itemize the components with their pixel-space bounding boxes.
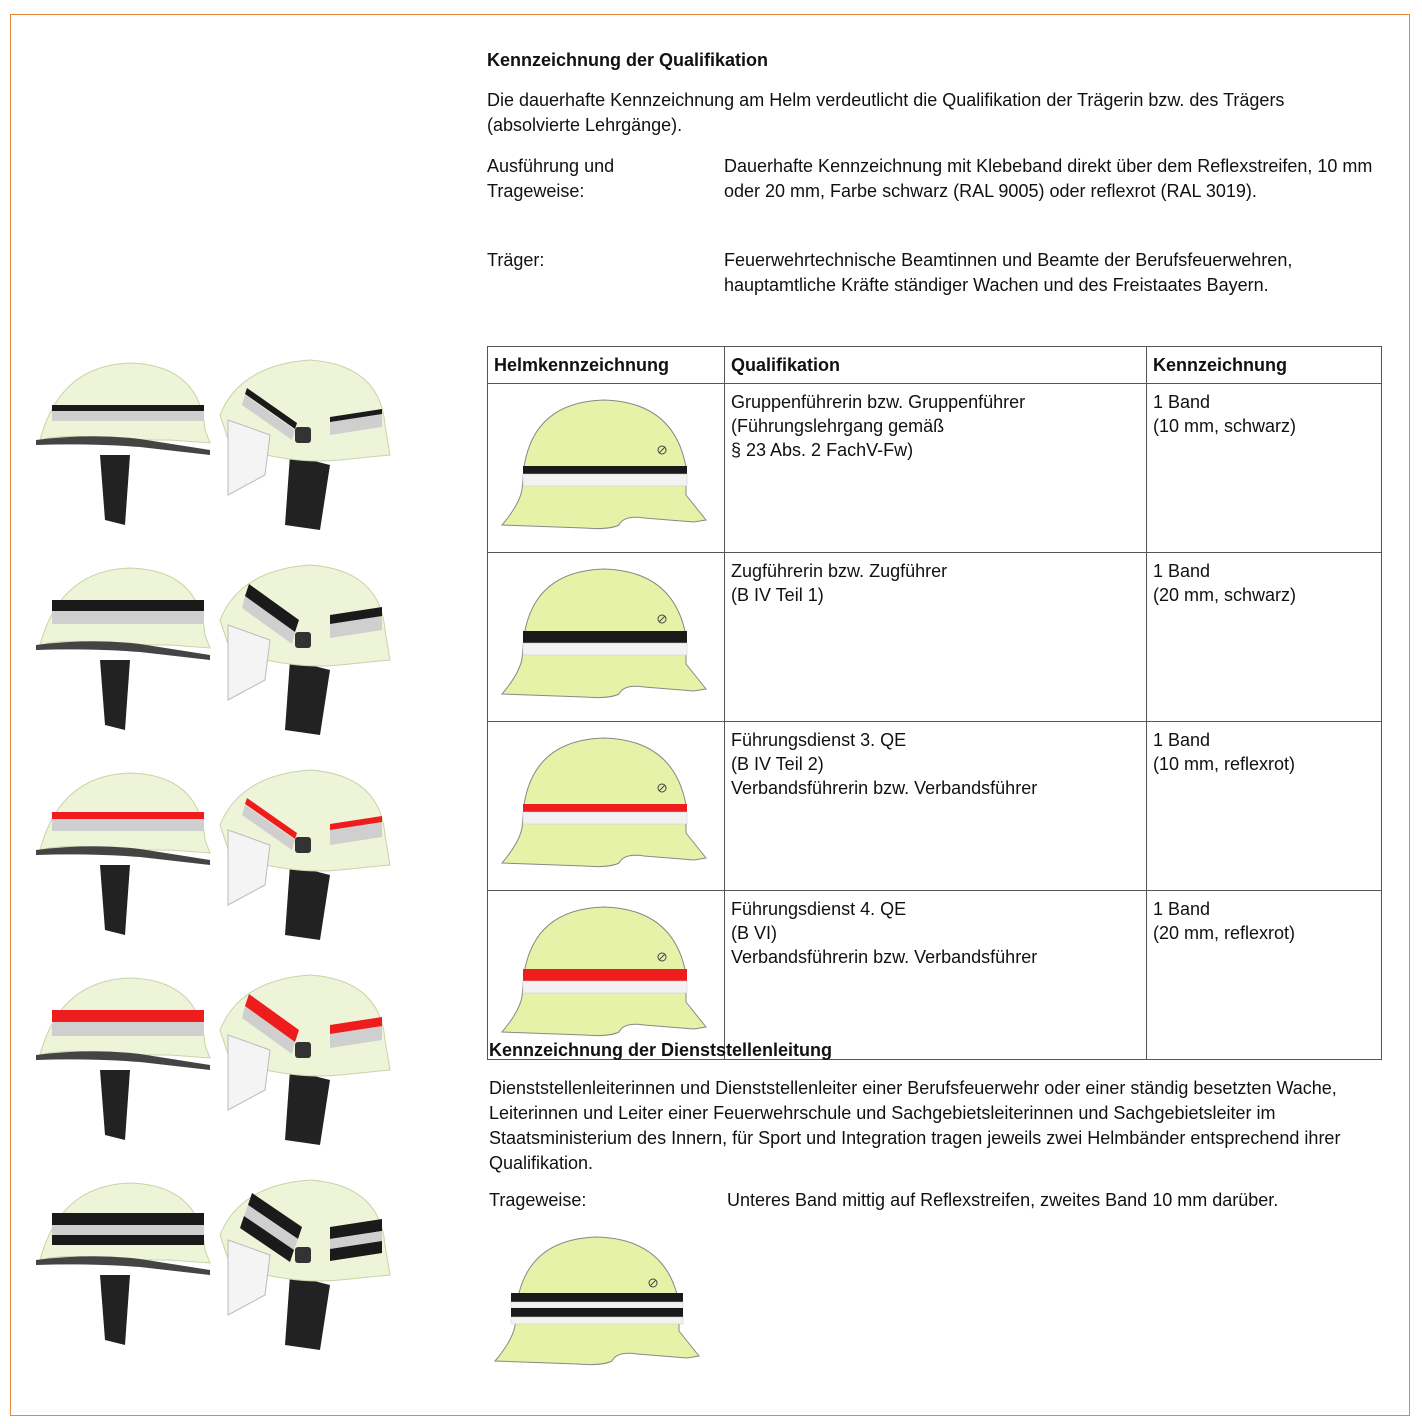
helmet-profile-thick-black — [494, 559, 718, 709]
field-trageweise — [489, 1188, 1389, 1214]
qualification-line: Führungsdienst 4. QE — [731, 899, 907, 919]
table-row — [488, 384, 1382, 553]
field-traeger — [487, 248, 1392, 298]
field-term: Ausführung und Trageweise: — [487, 156, 615, 201]
qualification-line: (B VI) — [731, 923, 778, 943]
qualification-line: (B IV Teil 1) — [731, 585, 824, 605]
field-description: Unteres Band mittig auf Reflexstreifen, zweites Band 10 mm darüber. — [727, 1190, 1279, 1210]
helmet-front-view — [220, 360, 390, 530]
marking-cell — [1147, 553, 1382, 722]
helmet-3d-illustration — [30, 1175, 420, 1360]
helmet-cell — [488, 722, 725, 891]
helmet-profile-thick-red — [494, 897, 718, 1047]
qualification-line: Verbandsführerin bzw. Verbandsführer — [731, 947, 1038, 967]
table-header-row — [488, 347, 1382, 384]
table-row — [488, 722, 1382, 891]
qualification-line: Verbandsführerin bzw. Verbandsführer — [731, 778, 1038, 798]
marking-line: 1 Band — [1153, 392, 1211, 412]
helmet-3d-illustration — [30, 765, 420, 950]
marking-cell — [1147, 722, 1382, 891]
qualification-line: Gruppenführerin bzw. Gruppenführer — [731, 392, 1026, 412]
marking-line: (10 mm, reflexrot) — [1153, 754, 1296, 774]
helmet-cell — [488, 553, 725, 722]
qualification-cell — [725, 553, 1147, 722]
marking-line: (20 mm, reflexrot) — [1153, 923, 1296, 943]
helmet-cell — [488, 384, 725, 553]
helmet-pair-fuehrungsdienst-3 — [30, 765, 420, 965]
helmet-profile-double-band — [487, 1231, 711, 1371]
qualification-line: Zugführerin bzw. Zugführer — [731, 561, 948, 581]
field-term: Träger: — [487, 250, 545, 270]
qualification-line: Führungsdienst 3. QE — [731, 730, 907, 750]
marking-line: 1 Band — [1153, 561, 1211, 581]
section2-intro: Dienststellenleiterinnen und Dienststellenleiter einer Berufsfeuerwehr oder einer ständig besetzten Wache, Leiterinnen und Leiter einer Feuerwehrschule und Sachgebietsleiterinnen und Sachgebietsleiter im Staatsministerium des Innern, für Sport und Integration tragen jeweils zwei Helmbänder entsprechend ihrer Qualifikation. — [489, 1078, 1341, 1173]
marking-line: (20 mm, schwarz) — [1153, 585, 1297, 605]
column-header: Qualifikation — [725, 347, 1147, 384]
qualification-cell — [725, 722, 1147, 891]
helmet-cell — [488, 891, 725, 1060]
marking-line: 1 Band — [1153, 899, 1211, 919]
helmet-profile-thin-red — [494, 728, 718, 878]
helmet-pair-dienststellenleitung — [30, 1175, 420, 1375]
field-term: Trageweise: — [489, 1190, 587, 1210]
field-description: Feuerwehrtechnische Beamtinnen und Beamte der Berufsfeuerwehren, hauptamtliche Kräfte ständiger Wachen und des Freistaates Bayern. — [724, 250, 1293, 295]
qualification-cell — [725, 891, 1147, 1060]
helmet-pair-fuehrungsdienst-4 — [30, 970, 420, 1170]
marking-line: (10 mm, schwarz) — [1153, 416, 1297, 436]
section-title-qualifikation: Kennzeichnung der Qualifikation — [487, 50, 769, 70]
helmet-profile-thin-black — [494, 390, 718, 540]
qualification-line: (B IV Teil 2) — [731, 754, 824, 774]
helmet-pair-gruppenfuehrer — [30, 355, 420, 555]
helmet-pair-zugfuehrer — [30, 560, 420, 760]
marking-cell — [1147, 384, 1382, 553]
table-row — [488, 553, 1382, 722]
section-intro: Die dauerhafte Kennzeichnung am Helm verdeutlicht die Qualifikation der Trägerin bzw. des Trägers (absolvierte Lehrgänge). — [487, 90, 1285, 135]
column-header: Kennzeichnung — [1147, 347, 1382, 384]
qualification-table — [487, 346, 1382, 1060]
field-description: Dauerhafte Kennzeichnung mit Klebeband direkt über dem Reflexstreifen, 10 mm oder 20 mm, Farbe schwarz (RAL 9005) oder reflexrot (RAL 3019). — [724, 156, 1373, 201]
section-title-dienststellenleitung: Kennzeichnung der Dienststellenleitung — [489, 1040, 833, 1060]
marking-line: 1 Band — [1153, 730, 1211, 750]
marking-cell — [1147, 891, 1382, 1060]
helmet-side-view — [36, 363, 210, 525]
helmet-3d-illustration — [30, 355, 420, 540]
table-row — [488, 891, 1382, 1060]
helmet-3d-illustration — [30, 970, 420, 1155]
helmet-3d-illustration — [30, 560, 420, 745]
field-ausfuehrung — [487, 154, 1382, 229]
qualification-line: § 23 Abs. 2 FachV-Fw) — [731, 440, 914, 460]
column-header: Helmkennzeichnung — [488, 347, 725, 384]
qualification-line: (Führungslehrgang gemäß — [731, 416, 945, 436]
qualification-cell — [725, 384, 1147, 553]
